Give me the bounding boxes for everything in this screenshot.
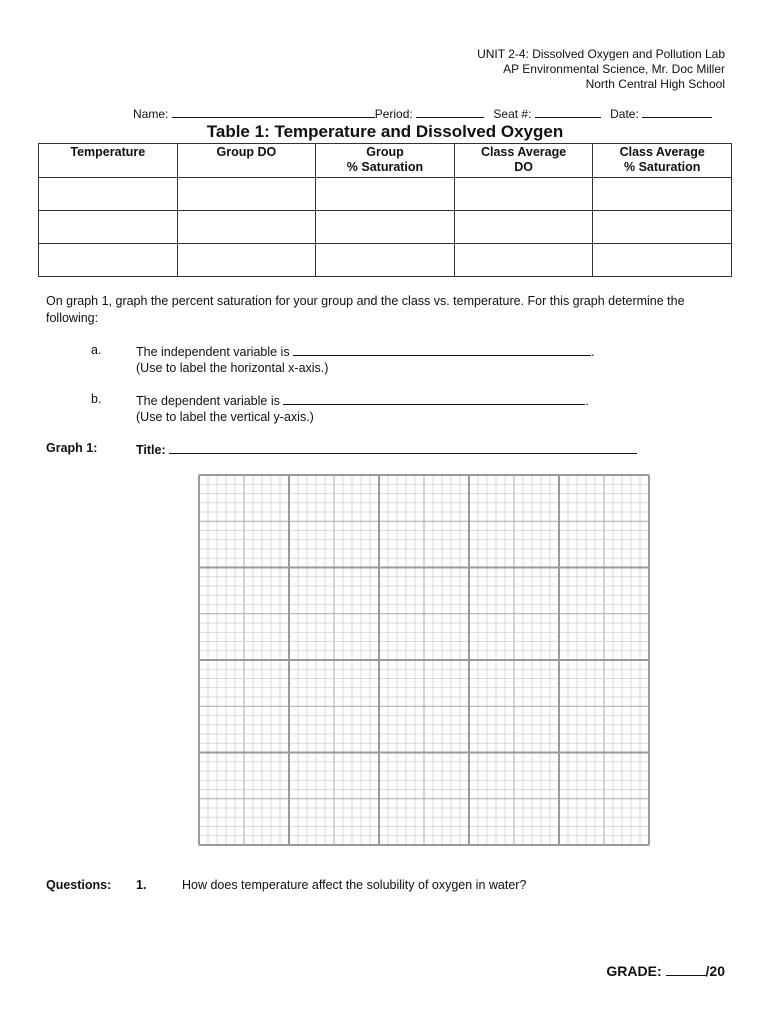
name-field[interactable] bbox=[172, 106, 375, 118]
x-axis-note: (Use to label the horizontal x-axis.) bbox=[136, 361, 329, 375]
grade-label: GRADE: bbox=[606, 963, 662, 979]
header-group-do: Group DO bbox=[177, 144, 316, 178]
table-cell[interactable] bbox=[593, 178, 732, 211]
graph-title-label: Title: bbox=[136, 443, 166, 457]
y-axis-note: (Use to label the vertical y-axis.) bbox=[136, 410, 314, 424]
table-cell[interactable] bbox=[316, 178, 455, 211]
table-row bbox=[39, 211, 732, 244]
seat-label: Seat #: bbox=[493, 107, 532, 121]
date-field[interactable] bbox=[642, 106, 712, 118]
table-cell[interactable] bbox=[39, 178, 178, 211]
graph-grid[interactable] bbox=[198, 474, 650, 846]
name-label: Name: bbox=[133, 107, 169, 121]
grade-total: /20 bbox=[705, 963, 725, 979]
question-1-text: How does temperature affect the solubility of oxygen in water? bbox=[182, 878, 527, 892]
table-cell[interactable] bbox=[454, 211, 593, 244]
seat-field[interactable] bbox=[535, 106, 601, 118]
table-cell[interactable] bbox=[39, 244, 178, 277]
item-a-letter: a. bbox=[91, 343, 102, 357]
table-cell[interactable] bbox=[316, 211, 455, 244]
grade-line bbox=[606, 962, 725, 979]
table-cell[interactable] bbox=[177, 244, 316, 277]
table-cell[interactable] bbox=[454, 244, 593, 277]
date-label: Date: bbox=[610, 107, 639, 121]
header-class-average-saturation: Class Average % Saturation bbox=[593, 144, 732, 178]
header-class-average-do: Class Average DO bbox=[454, 144, 593, 178]
temperature-do-table bbox=[38, 143, 732, 277]
table-cell[interactable] bbox=[593, 244, 732, 277]
graph-paper[interactable] bbox=[198, 474, 650, 849]
table-cell[interactable] bbox=[316, 244, 455, 277]
item-b: The dependent variable is . (Use to label the vertical y-axis.) bbox=[136, 394, 589, 424]
item-b-letter: b. bbox=[91, 392, 102, 406]
table-cell[interactable] bbox=[177, 211, 316, 244]
student-info-line bbox=[133, 106, 712, 121]
document-header bbox=[477, 47, 725, 92]
graph-title-field[interactable] bbox=[169, 441, 637, 454]
independent-variable-field[interactable] bbox=[293, 343, 591, 356]
question-1-number: 1. bbox=[136, 878, 147, 892]
school-name: North Central High School bbox=[585, 77, 725, 91]
period-field[interactable] bbox=[416, 106, 484, 118]
questions-label: Questions: bbox=[46, 878, 112, 892]
table-cell[interactable] bbox=[593, 211, 732, 244]
header-group-saturation: Group % Saturation bbox=[316, 144, 455, 178]
independent-variable-prompt: The independent variable is bbox=[136, 345, 290, 359]
unit-title: UNIT 2-4: Dissolved Oxygen and Pollution Lab bbox=[477, 47, 725, 61]
graph-label: Graph 1: bbox=[46, 441, 98, 455]
table-row bbox=[39, 244, 732, 277]
graph-instructions: On graph 1, graph the percent saturation for your group and the class vs. temperature. For this graph determine the following: bbox=[46, 294, 685, 325]
graph-title-line bbox=[136, 441, 637, 457]
item-a: The independent variable is . (Use to label the horizontal x-axis.) bbox=[136, 345, 595, 375]
period-label: Period: bbox=[374, 107, 413, 121]
dependent-variable-prompt: The dependent variable is bbox=[136, 394, 280, 408]
table-cell[interactable] bbox=[39, 211, 178, 244]
course-teacher: AP Environmental Science, Mr. Doc Miller bbox=[503, 62, 725, 76]
table-cell[interactable] bbox=[177, 178, 316, 211]
table-header-row bbox=[39, 144, 732, 178]
table-cell[interactable] bbox=[454, 178, 593, 211]
grade-field[interactable] bbox=[666, 962, 706, 976]
table-title: Table 1: Temperature and Dissolved Oxygen bbox=[206, 122, 564, 141]
header-temperature: Temperature bbox=[39, 144, 178, 178]
dependent-variable-field[interactable] bbox=[283, 392, 585, 405]
table-row bbox=[39, 178, 732, 211]
